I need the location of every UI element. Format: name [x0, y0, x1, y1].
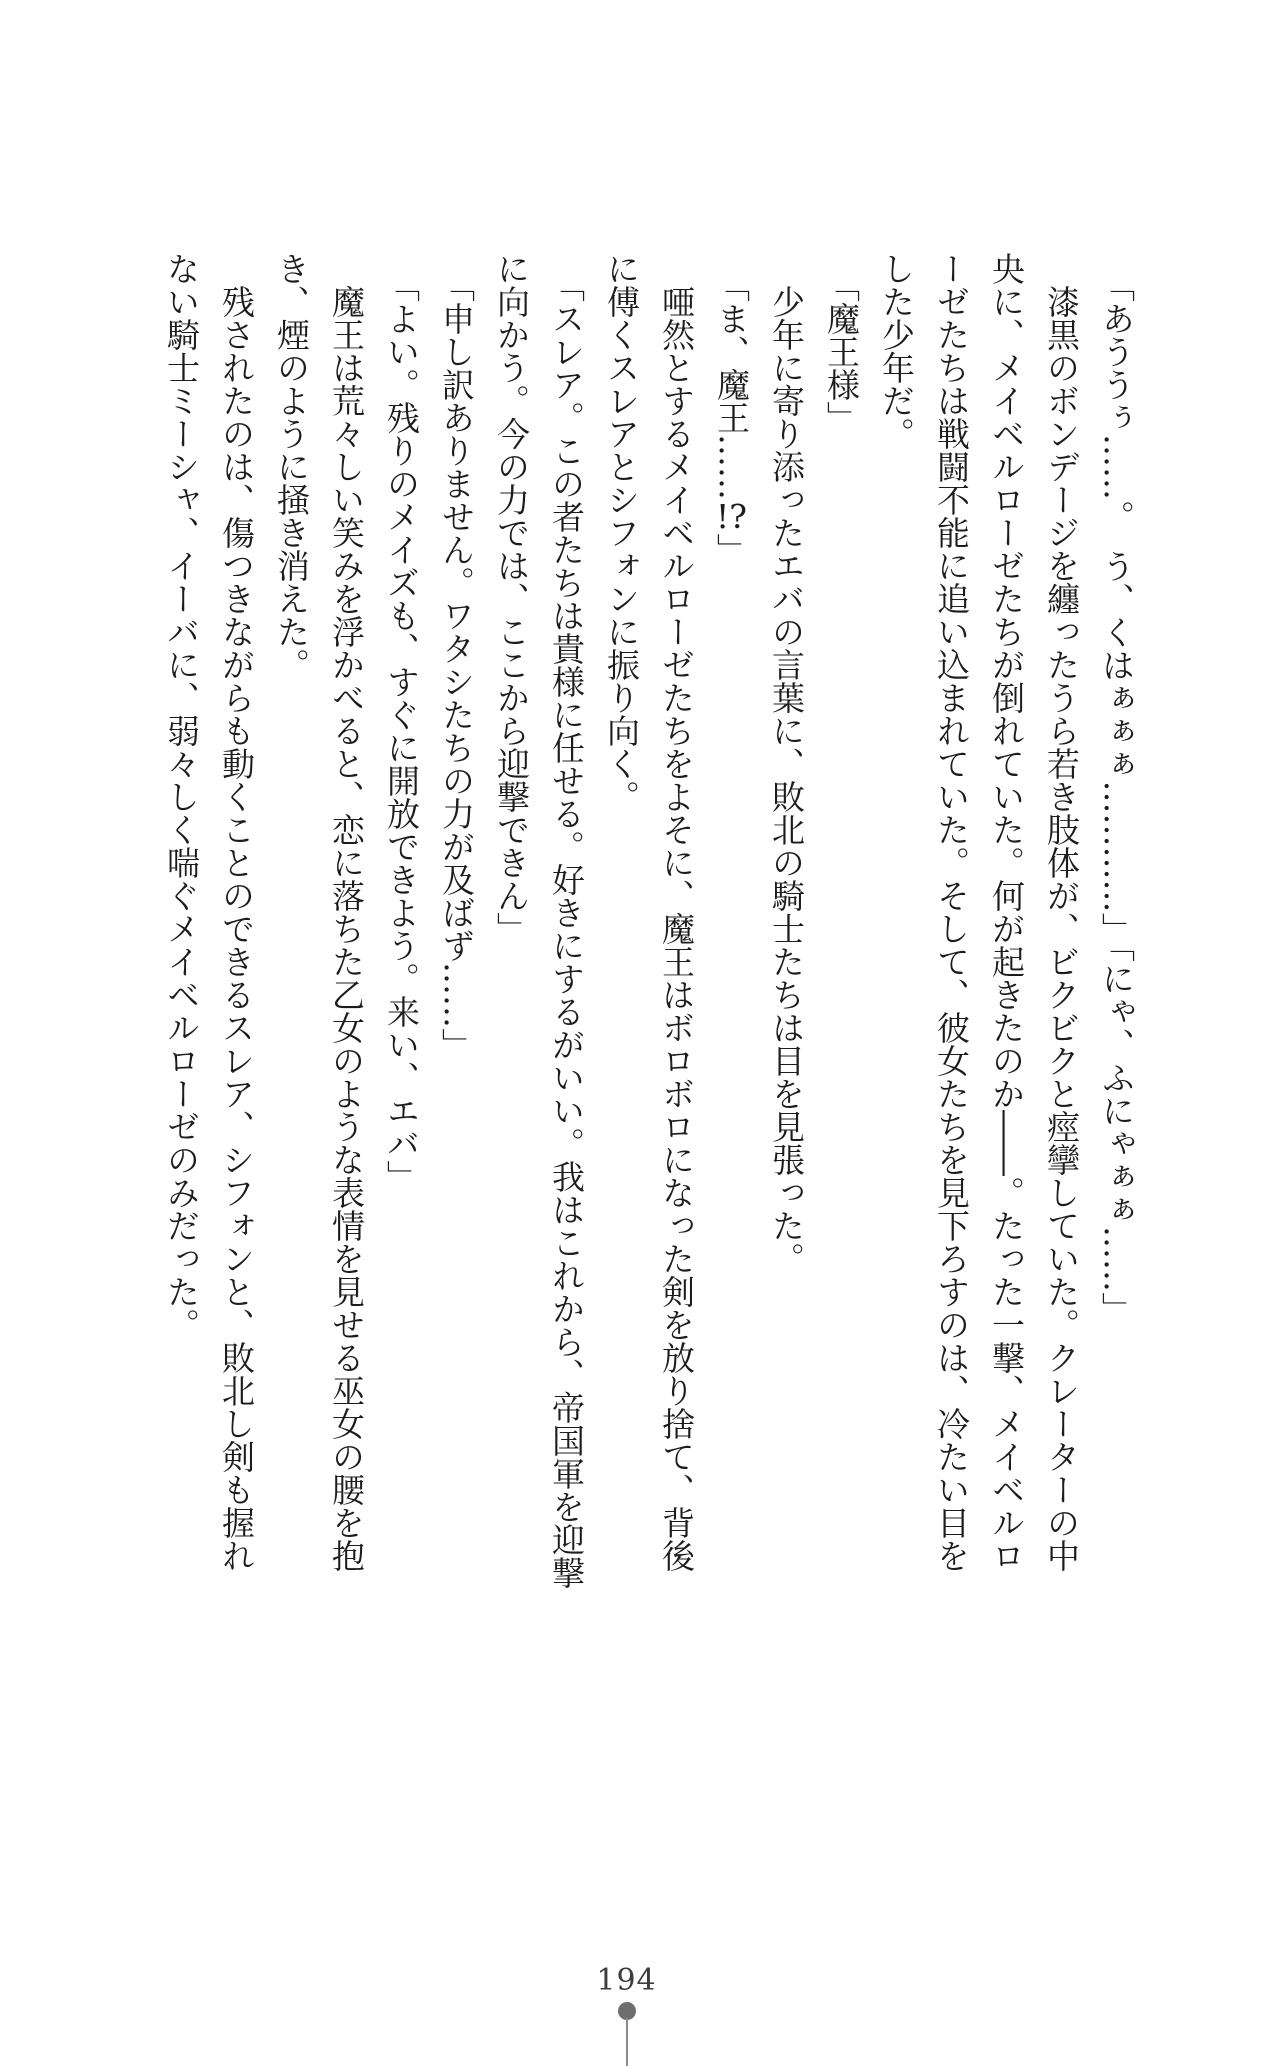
- text-line: 唖然とするメイベルローゼたちをよそに、魔王はボロボロになった剣を放り捨て、背後: [657, 285, 696, 1572]
- text-block: [154, 252, 1144, 1652]
- text-line: 「申し訳ありません。ワタシたちの力が及ばず……」: [437, 268, 476, 1061]
- text-line: 「あううぅ……。 う、くはぁぁぁ…………」「にゃ、ふにゃぁぁ……」: [1097, 268, 1136, 1325]
- page-marker-circle: [618, 2002, 636, 2020]
- exclamation-question-tcy: !?: [716, 499, 747, 533]
- text-line: に向かう。今の力では、ここから迎撃できん」: [492, 252, 531, 945]
- text-line: 央に、メイベルローゼたちが倒れていた。何が起きたのか――。たった一撃、メイベルロ: [987, 252, 1026, 1572]
- text-line: 「よい。残りのメイズも、すぐに開放できよう。来い、エバ」: [382, 268, 421, 1193]
- page-footer: [0, 1963, 1263, 2066]
- page-number: 194: [596, 1963, 657, 1998]
- text-line: 少年に寄り添ったエバの言葉に、敗北の騎士たちは目を見張った。: [767, 285, 806, 1275]
- text-line: した少年だ。: [877, 252, 916, 450]
- text-line: 「魔王様」: [822, 268, 861, 434]
- text-line: 漆黒のボンデージを纏ったうら若き肢体が、ビクビクと痙攣していた。クレーターの中: [1042, 285, 1081, 1572]
- page-marker-line: [626, 2018, 628, 2066]
- text-line: に傅くスレアとシフォンに振り向く。: [602, 252, 641, 813]
- text-line: き、煙のように掻き消えた。: [272, 252, 311, 681]
- text-line: 「スレア。この者たちは貴様に任せる。好きにするがいい。我はこれから、帝国軍を迎撃: [547, 268, 586, 1589]
- text-line: ない騎士ミーシャ、イーバに、弱々しく喘ぐメイベルローゼのみだった。: [162, 252, 201, 1341]
- text-line: 魔王は荒々しい笑みを浮かべると、恋に落ちた乙女のような表情を見せる巫女の腰を抱: [327, 285, 366, 1572]
- text-line: ーゼたちは戦闘不能に追い込まれていた。そして、彼女たちを見下ろすのは、冷たい目を: [932, 252, 971, 1572]
- text-line: 「ま、魔王……!?」: [712, 268, 751, 566]
- text-line: 残されたのは、傷つきながらも動くことのできるスレア、シフォンと、敗北し剣も握れ: [217, 285, 256, 1572]
